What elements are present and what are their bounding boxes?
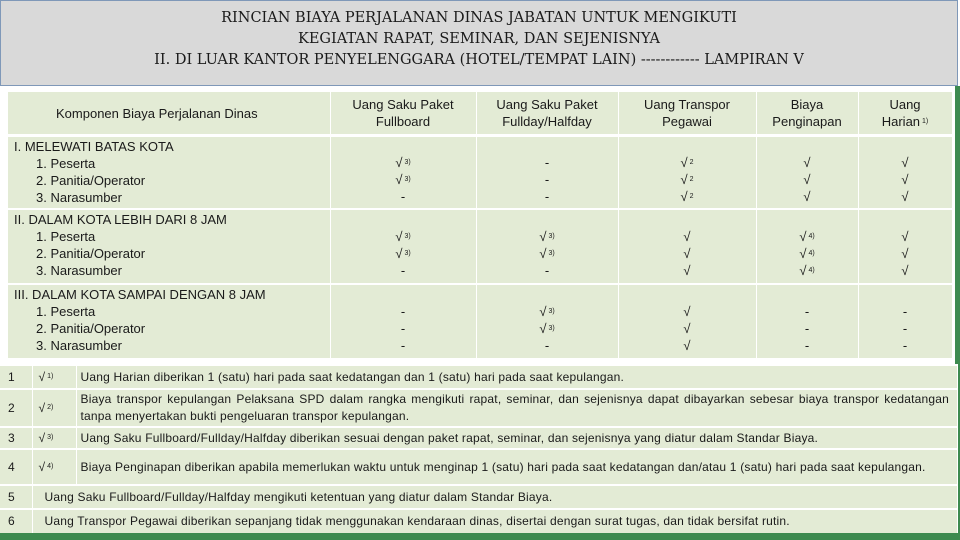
check-icon: √: [803, 188, 811, 204]
footnote-mark: 4): [808, 266, 815, 274]
check-icon: √: [539, 320, 547, 336]
header-penginapan-line2: Penginapan: [772, 114, 842, 129]
footnote-text: Biaya transpor kepulangan Pelaksana SPD dalam rangka mengikuti rapat, seminar, dan sejenisnya dapat dibayarkan sebesar biaya transpor kedatangan tanpa menyertakan bukti pengeluaran transpor kepulangan.: [76, 389, 958, 427]
dash-mark: -: [400, 337, 406, 353]
footnote-text: Uang Saku Fullboard/Fullday/Halfday mengikuti ketentuan yang diatur dalam Standar Biaya.: [32, 485, 958, 509]
header-component: [8, 92, 330, 136]
section-2-title: II. DALAM KOTA LEBIH DARI 8 JAM: [14, 211, 227, 227]
s3-fullday-cell: [476, 284, 618, 358]
cost-table: [8, 92, 953, 358]
header-transpor-line1: Uang Transpor: [644, 97, 730, 112]
check-icon: √: [539, 303, 547, 319]
dash-mark: -: [400, 320, 406, 336]
check-icon: √: [539, 228, 547, 244]
check-icon: √: [901, 245, 909, 261]
check-icon: √: [539, 245, 547, 261]
header-fullboard: [330, 92, 476, 136]
header-harian-line1: Uang: [889, 97, 921, 112]
dash-mark: -: [804, 337, 810, 353]
check-icon: √: [395, 228, 403, 244]
check-icon: √: [901, 171, 909, 187]
section-1-title: I. MELEWATI BATAS KOTA: [14, 139, 174, 154]
check-icon: √: [683, 303, 691, 319]
footnote-number: 4: [0, 449, 32, 485]
footnote-number: 3: [0, 427, 32, 449]
footnotes-table: [0, 364, 958, 533]
footnote-row: [0, 485, 958, 509]
check-icon: √: [683, 262, 691, 278]
check-icon: √: [38, 370, 46, 384]
title-line-3: II. DI LUAR KANTOR PENYELENGGARA (HOTEL/TEMPAT LAIN) ------------ LAMPIRAN V: [154, 52, 804, 68]
dash-mark: -: [400, 303, 406, 319]
dash-mark: -: [902, 303, 908, 319]
section-2-label: [8, 209, 330, 284]
check-icon: √: [395, 154, 403, 170]
dash-mark: -: [544, 188, 550, 204]
footnote-symbol: [32, 389, 76, 427]
header-component-label: Komponen Biaya Perjalanan Dinas: [56, 105, 258, 121]
list-item: 2. Panitia/Operator: [36, 320, 146, 336]
check-icon: √: [683, 245, 691, 261]
footnote-row: [0, 365, 958, 389]
footnote-symbol: [32, 427, 76, 449]
footnote-mark: 4): [808, 232, 815, 240]
footnote-number: 2: [0, 389, 32, 427]
header-transpor-line2: Pegawai: [662, 114, 712, 129]
section-3-title: III. DALAM KOTA SAMPAI DENGAN 8 JAM: [14, 286, 266, 302]
s2-harian-cell: [858, 209, 952, 284]
footnote-mark: 1): [47, 373, 54, 380]
footnote-mark: 2): [47, 404, 54, 411]
check-icon: √: [680, 188, 688, 204]
check-icon: √: [803, 171, 811, 187]
footnote-mark: 3): [404, 249, 411, 257]
check-icon: √: [799, 245, 807, 261]
footnote-symbol: [32, 365, 76, 389]
s3-fullboard-cell: [330, 284, 476, 358]
header-fullday-line1: Uang Saku Paket: [496, 97, 598, 112]
header-harian: [858, 92, 952, 136]
footnote-mark: 3): [548, 324, 555, 332]
footnote-mark: 4): [808, 249, 815, 257]
check-icon: √: [38, 401, 46, 415]
list-item: 3. Narasumber: [36, 337, 122, 353]
check-icon: √: [38, 431, 46, 445]
footnote-text: Uang Harian diberikan 1 (satu) hari pada saat kedatangan dan 1 (satu) hari pada saat kepulangan.: [76, 365, 958, 389]
header-fullboard-line1: Uang Saku Paket: [352, 97, 454, 112]
header-harian-line2: Harian: [881, 114, 921, 129]
footnote-mark: 3): [548, 232, 555, 240]
check-icon: √: [901, 188, 909, 204]
s2-fullday-cell: [476, 209, 618, 284]
footnote-number: 6: [0, 509, 32, 533]
header-harian-footnote: 1): [922, 118, 929, 125]
header-penginapan: [756, 92, 858, 136]
s3-transpor-cell: [618, 284, 756, 358]
footnote-row: [0, 427, 958, 449]
list-item: 2. Panitia/Operator: [36, 245, 146, 261]
section-1-label: [8, 136, 330, 209]
list-item: 1. Peserta: [36, 303, 96, 319]
check-icon: √: [799, 262, 807, 278]
table-header-row: [8, 92, 952, 136]
check-icon: √: [683, 337, 691, 353]
footnote-mark: 2: [689, 158, 694, 166]
page-title: [0, 0, 958, 86]
check-icon: √: [803, 154, 811, 170]
s3-penginapan-cell: [756, 284, 858, 358]
footnote-text: Uang Transpor Pegawai diberikan sepanjang tidak menggunakan kendaraan dinas, disertai dengan surat tugas, dan tidak bersifat rutin.: [32, 509, 958, 533]
footnote-row: [0, 389, 958, 427]
s1-penginapan-cell: [756, 136, 858, 209]
footnote-row: [0, 509, 958, 533]
table-row: [8, 209, 952, 284]
s2-fullboard-cell: [330, 209, 476, 284]
footnote-number: 5: [0, 485, 32, 509]
dash-mark: -: [544, 337, 550, 353]
footnote-mark: 2: [689, 175, 694, 183]
dash-mark: -: [902, 337, 908, 353]
list-item: 1. Peserta: [36, 228, 96, 244]
check-icon: √: [683, 320, 691, 336]
dash-mark: -: [804, 303, 810, 319]
check-icon: √: [395, 245, 403, 261]
header-penginapan-line1: Biaya: [790, 97, 824, 112]
list-item: 1. Peserta: [36, 156, 96, 171]
check-icon: √: [680, 154, 688, 170]
header-transpor: [618, 92, 756, 136]
dash-mark: -: [804, 320, 810, 336]
dash-mark: -: [544, 171, 550, 187]
dash-mark: -: [400, 188, 406, 204]
footnote-text: Uang Saku Fullboard/Fullday/Halfday diberikan sesuai dengan paket rapat, seminar, dan sejenisnya yang diatur dalam Standar Biaya.: [76, 427, 958, 449]
dash-mark: -: [544, 262, 550, 278]
footnote-mark: 3): [548, 307, 555, 315]
check-icon: √: [683, 228, 691, 244]
table-row: [8, 284, 952, 358]
footnote-mark: 3): [404, 175, 411, 183]
check-icon: √: [38, 460, 46, 474]
section-3-label: [8, 284, 330, 358]
s1-fullday-cell: [476, 136, 618, 209]
table-row: [8, 136, 952, 209]
s1-transpor-cell: [618, 136, 756, 209]
check-icon: √: [395, 171, 403, 187]
header-fullday: [476, 92, 618, 136]
dash-mark: -: [902, 320, 908, 336]
list-item: 2. Panitia/Operator: [36, 173, 146, 188]
title-line-2: KEGIATAN RAPAT, SEMINAR, DAN SEJENISNYA: [298, 31, 660, 47]
check-icon: √: [680, 171, 688, 187]
header-fullboard-line2: Fullboard: [375, 114, 431, 129]
s1-fullboard-cell: [330, 136, 476, 209]
header-fullday-line2: Fullday/Halfday: [502, 114, 592, 129]
check-icon: √: [799, 228, 807, 244]
list-item: 3. Narasumber: [36, 262, 122, 278]
check-icon: √: [901, 154, 909, 170]
footnote-number: 1: [0, 365, 32, 389]
s2-transpor-cell: [618, 209, 756, 284]
footnote-mark: 3): [404, 232, 411, 240]
s1-harian-cell: [858, 136, 952, 209]
footnote-row: [0, 449, 958, 485]
footnote-text: Biaya Penginapan diberikan apabila memerlukan waktu untuk menginap 1 (satu) hari pada saat kedatangan dan/atau 1 (satu) hari pada saat kepulangan.: [76, 449, 958, 485]
dash-mark: -: [400, 262, 406, 278]
s2-penginapan-cell: [756, 209, 858, 284]
footnote-mark: 3): [404, 158, 411, 166]
footnote-mark: 3): [47, 434, 54, 441]
footnote-mark: 3): [548, 249, 555, 257]
dash-mark: -: [544, 154, 550, 170]
check-icon: √: [901, 262, 909, 278]
footnote-mark: 4): [47, 463, 54, 470]
list-item: 3. Narasumber: [36, 190, 122, 205]
title-line-1: RINCIAN BIAYA PERJALANAN DINAS JABATAN UNTUK MENGIKUTI: [221, 10, 737, 26]
footnote-mark: 2: [689, 192, 694, 200]
check-icon: √: [901, 228, 909, 244]
footnote-symbol: [32, 449, 76, 485]
s3-harian-cell: [858, 284, 952, 358]
